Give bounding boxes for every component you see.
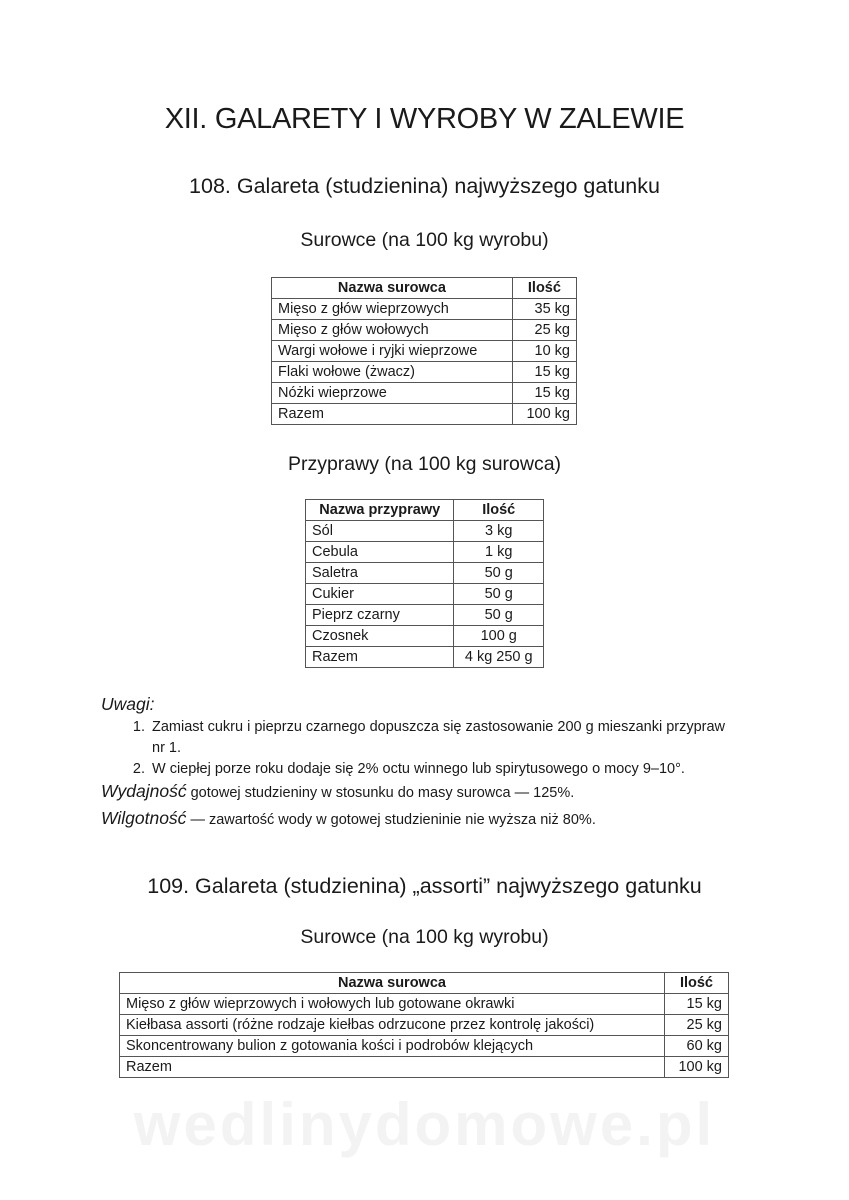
notes-list [101,717,741,780]
spice-name: Sól [306,521,454,542]
table-row [120,1036,729,1057]
spice-quantity: 100 g [454,626,544,647]
spice-quantity: 50 g [454,605,544,626]
ingredient-name: Kiełbasa assorti (różne rodzaje kiełbas odrzucone przez kontrolę jakości) [120,1015,665,1036]
column-header-name: Nazwa surowca [120,973,665,994]
spice-quantity: 3 kg [454,521,544,542]
table-row [306,542,544,563]
recipe-108-ingredients-table [271,277,577,425]
ingredient-name: Skoncentrowany bulion z gotowania kości i podrobów klejących [120,1036,665,1057]
ingredient-name: Razem [272,404,513,425]
list-item: 1. Zamiast cukru i pieprzu czarnego dopuszcza się zastosowanie 200 g mieszanki przypraw nr 1. [149,717,741,759]
ingredient-quantity: 100 kg [664,1057,728,1078]
spice-name: Pieprz czarny [306,605,454,626]
table-row [306,563,544,584]
recipe-108-spices-heading: Przyprawy (na 100 kg surowca) [287,453,562,475]
table-row [272,320,577,341]
table-header-row [306,500,544,521]
spice-quantity: 1 kg [454,542,544,563]
ingredient-name: Mięso z głów wieprzowych [272,299,513,320]
recipe-108-notes [101,694,741,831]
moisture-label: Wilgotność [101,808,187,828]
table-row [306,626,544,647]
watermark: wedlinydomowe.pl [133,1091,716,1158]
ingredient-quantity: 100 kg [512,404,576,425]
notes-label: Uwagi: [101,694,155,714]
moisture-line [101,808,741,831]
column-header-quantity: Ilość [664,973,728,994]
recipe-108-ingredients-heading: Surowce (na 100 kg wyrobu) [300,229,549,251]
table-row [120,1015,729,1036]
table-row [306,584,544,605]
ingredient-quantity: 15 kg [664,994,728,1015]
ingredient-name: Flaki wołowe (żwacz) [272,362,513,383]
table-row [306,605,544,626]
table-row-total [120,1057,729,1078]
ingredient-name: Nóżki wieprzowe [272,383,513,404]
chapter-title: XII. GALARETY I WYROBY W ZALEWIE [164,103,685,135]
column-header-quantity: Ilość [512,278,576,299]
yield-line [101,781,741,804]
moisture-text: — zawartość wody w gotowej studzieninie nie wyższa niż 80%. [186,812,596,828]
spice-quantity: 50 g [454,563,544,584]
ingredient-quantity: 25 kg [512,320,576,341]
list-item: 2. W ciepłej porze roku dodaje się 2% octu winnego lub spirytusowego o mocy 9–10°. [149,759,741,780]
table-row [306,521,544,542]
table-row-total [272,404,577,425]
ingredient-quantity: 15 kg [512,383,576,404]
ingredient-name: Wargi wołowe i ryjki wieprzowe [272,341,513,362]
spice-quantity: 50 g [454,584,544,605]
table-header-row [272,278,577,299]
recipe-109-ingredients-heading: Surowce (na 100 kg wyrobu) [300,926,549,948]
recipe-108-spices-table [305,499,544,668]
yield-text: gotowej studzieniny w stosunku do masy surowca — 125%. [186,785,575,801]
ingredient-quantity: 25 kg [664,1015,728,1036]
yield-label: Wydajność [101,781,187,801]
table-row-total [306,647,544,668]
spice-name: Cukier [306,584,454,605]
spice-name: Czosnek [306,626,454,647]
ingredient-name: Razem [120,1057,665,1078]
recipe-109-ingredients-table [119,972,729,1078]
recipe-109-title: 109. Galareta (studzienina) „assorti” najwyższego gatunku [147,874,702,898]
ingredient-quantity: 35 kg [512,299,576,320]
ingredient-quantity: 15 kg [512,362,576,383]
table-row [272,299,577,320]
table-row [272,341,577,362]
column-header-name: Nazwa przyprawy [306,500,454,521]
table-header-row [120,973,729,994]
column-header-name: Nazwa surowca [272,278,513,299]
spice-name: Saletra [306,563,454,584]
spice-name: Cebula [306,542,454,563]
table-row [120,994,729,1015]
column-header-quantity: Ilość [454,500,544,521]
spice-quantity: 4 kg 250 g [454,647,544,668]
ingredient-name: Mięso z głów wieprzowych i wołowych lub gotowane okrawki [120,994,665,1015]
ingredient-quantity: 10 kg [512,341,576,362]
ingredient-name: Mięso z głów wołowych [272,320,513,341]
table-row [272,383,577,404]
ingredient-quantity: 60 kg [664,1036,728,1057]
recipe-108-title: 108. Galareta (studzienina) najwyższego gatunku [189,174,660,198]
table-row [272,362,577,383]
spice-name: Razem [306,647,454,668]
